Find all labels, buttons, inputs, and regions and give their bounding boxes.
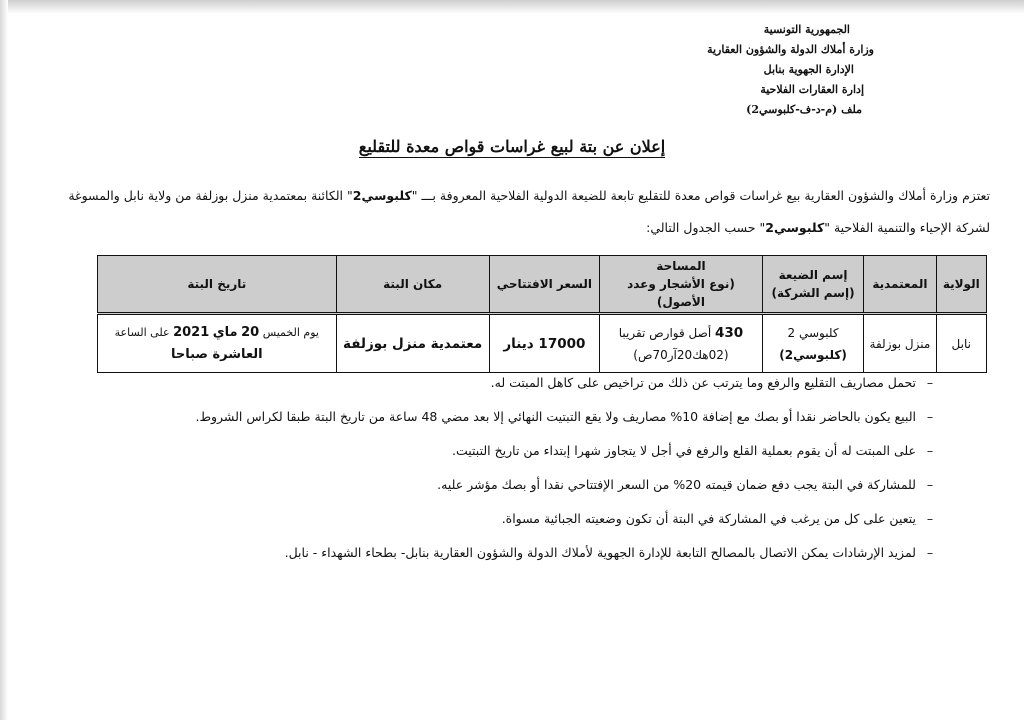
- cell-price: 17000 دينار: [489, 314, 599, 373]
- dash-bullet: –: [926, 511, 934, 526]
- cell-farm-line1: كلبوسي 2: [787, 325, 839, 340]
- header-price: السعر الافتتاحي: [489, 256, 599, 314]
- intro-company-name: كلبوسي2: [765, 220, 825, 235]
- document-title-text: إعلان عن بتة لبيع غراسات قواص معدة للتقليع: [358, 137, 666, 156]
- condition-text: تحمل مصاريف التقليع والرفع وما يترتب عن ذلك من تراخيص على كاهل المبتت له.: [490, 375, 916, 390]
- date-prefix: يوم الخميس: [262, 325, 319, 339]
- header-area-line1: المساحة: [656, 259, 706, 273]
- intro-paragraph: [30, 180, 990, 244]
- cell-area-desc: أصل قوارص تقريبا: [618, 325, 712, 340]
- list-item: [44, 468, 944, 502]
- cell-area-line1: [601, 322, 761, 344]
- cell-farm-line2: (كلبوسي2): [779, 347, 847, 362]
- bid-table: [97, 255, 987, 373]
- intro-text-3: " حسب الجدول التالي:: [646, 220, 766, 235]
- cell-mutamadiya: منزل بوزلفة: [864, 314, 936, 373]
- cell-area-count: 430: [715, 324, 744, 341]
- table-row: [98, 314, 987, 373]
- list-item: [44, 434, 944, 468]
- intro-text-1: تعتزم وزارة أملاك والشؤون العقارية بيع غراسات قواص معدة للتقليع تابعة للضيعة الدولية الفلاحية المعروفة بـــ ": [411, 188, 990, 203]
- letterhead-department: إدارة العقارات الفلاحية: [760, 83, 864, 96]
- letterhead-ministry: وزارة أملاك الدولة والشؤون العقارية: [707, 43, 874, 56]
- header-wilaya: الولاية: [936, 256, 986, 314]
- dash-bullet: –: [926, 375, 934, 390]
- header-area: [600, 256, 763, 314]
- header-farm: [762, 256, 863, 314]
- letterhead-country: الجمهورية التونسية: [763, 23, 850, 36]
- header-date: تاريخ البتة: [98, 256, 337, 314]
- list-item: [44, 536, 944, 570]
- date-day: 20: [241, 324, 260, 340]
- list-item: [44, 366, 944, 400]
- header-farm-line1: إسم الضيعة: [778, 268, 848, 282]
- letterhead-file-ref: ملف (م-د-ف-كلبوسي2): [746, 103, 862, 116]
- header-place: مكان البتة: [336, 256, 489, 314]
- header-area-line2: (نوع الأشجار وعدد الأصول): [627, 277, 735, 309]
- document-title: [0, 137, 1024, 156]
- cell-date-line2: [108, 344, 326, 366]
- intro-farm-name: كلبوسي2: [352, 188, 412, 203]
- list-item: [44, 502, 944, 536]
- scan-edge-top: [0, 0, 1024, 14]
- dash-bullet: –: [926, 443, 934, 458]
- condition-text: لمزيد الإرشادات يمكن الاتصال بالمصالح التابعة للإدارة الجهوية لأملاك الدولة والشؤون العقارية بنابل- بطحاء الشهداء - نابل.: [284, 545, 916, 560]
- dash-bullet: –: [926, 545, 934, 560]
- dash-bullet: –: [926, 477, 934, 492]
- scan-edge-left: [0, 0, 8, 720]
- condition-text: على المبتت له أن يقوم بعملية القلع والرفع في أجل لا يتجاوز شهرا إبتداء من تاريخ التبتيت.: [452, 443, 916, 458]
- header-mutamadiya: المعتمدية: [864, 256, 936, 314]
- date-month: ماي: [212, 324, 238, 340]
- cell-place: معتمدية منزل بوزلفة: [336, 314, 489, 373]
- dash-bullet: –: [926, 409, 934, 424]
- conditions-list: [44, 366, 944, 570]
- intro-text-2: " الكائنة بمعتمدية منزل بوزلفة من ولاية نابل والمسوغة لشركة الإحياء والتنمية الفلاحية ": [68, 188, 990, 235]
- cell-area: [600, 314, 763, 373]
- condition-text: البيع يكون بالحاضر نقدا أو بصك مع إضافة 10% مصاريف ولا يقع التبتيت النهائي إلا بعد مضي 48 ساعة من تاريخ البتة طبقا لكراس الشروط.: [195, 409, 916, 424]
- cell-farm: [762, 314, 863, 373]
- cell-date-line1: [108, 322, 326, 344]
- condition-text: للمشاركة في البتة يجب دفع ضمان قيمته 20% من السعر الإفتتاحي نقدا أو بصك مؤشر عليه.: [437, 477, 916, 492]
- header-farm-line2: (إسم الشركة): [771, 286, 855, 300]
- date-time: العاشرة صباحا: [170, 346, 263, 362]
- cell-date: [98, 314, 337, 373]
- list-item: [44, 400, 944, 434]
- letterhead-regional-office: الإدارة الجهوية بنابل: [763, 63, 854, 76]
- date-suffix: على الساعة: [114, 325, 170, 339]
- cell-wilaya: نابل: [936, 314, 986, 373]
- condition-text: يتعين على كل من يرغب في المشاركة في البتة أن تكون وضعيته الجبائية مسواة.: [501, 511, 916, 526]
- letterhead: [624, 20, 874, 120]
- date-year: 2021: [173, 324, 210, 340]
- table-header-row: [98, 256, 987, 314]
- cell-area-line2: (02هك20آر70ص): [633, 347, 729, 362]
